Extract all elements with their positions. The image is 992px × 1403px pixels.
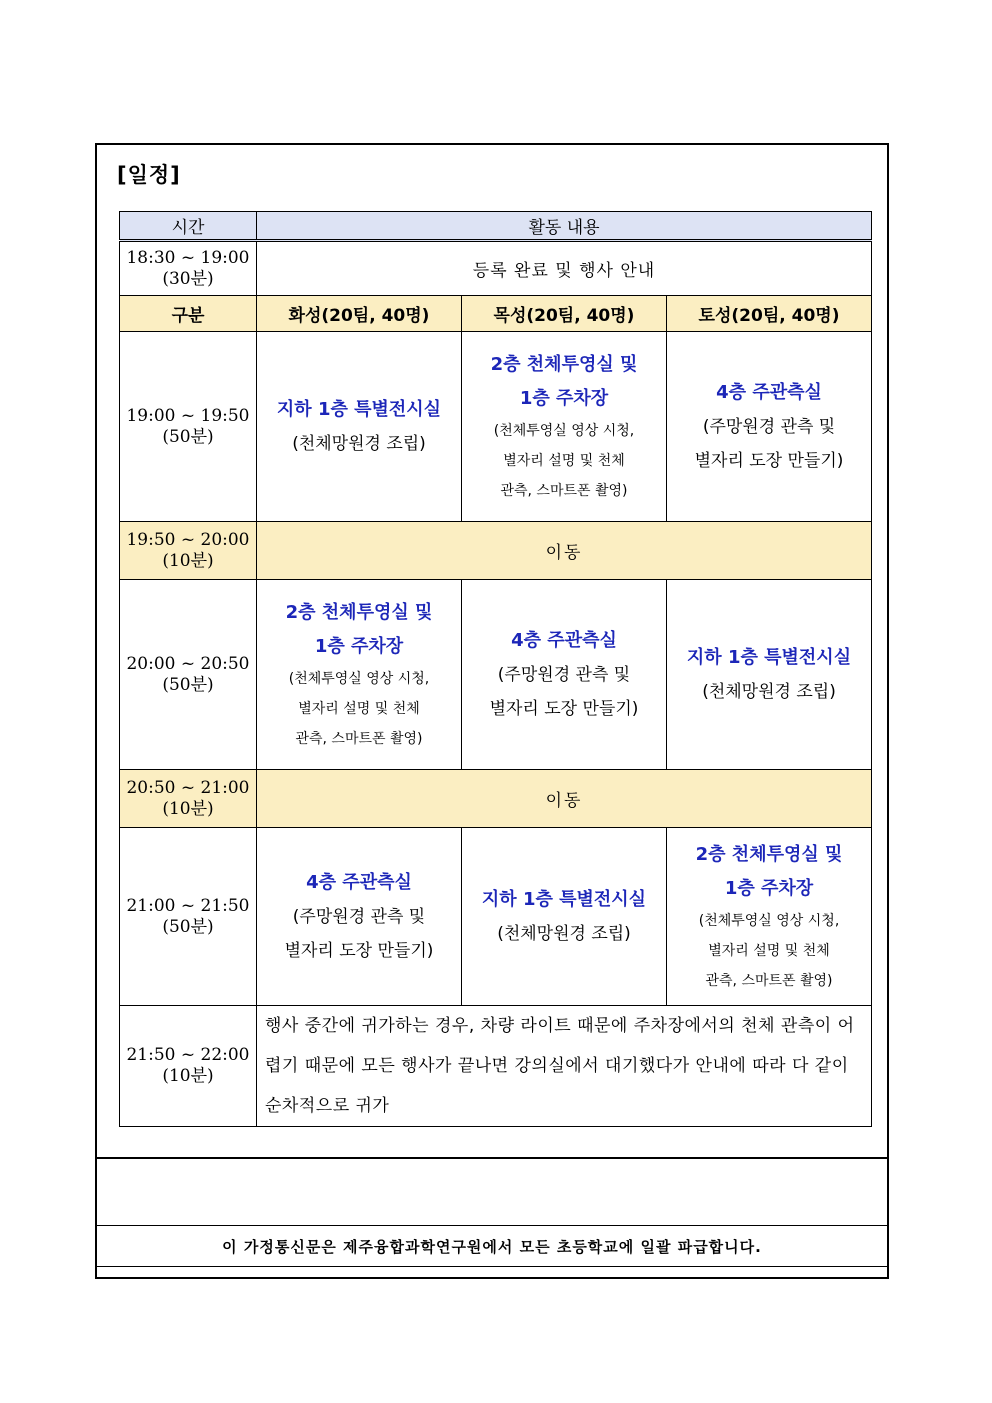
groups-header-row xyxy=(120,296,872,332)
time-duration: (10분) xyxy=(162,550,214,571)
activity-desc: (천체망원경 조립) xyxy=(292,433,426,454)
activity-cell xyxy=(257,332,462,522)
activity-cell xyxy=(667,332,872,522)
section-title: [일정] xyxy=(117,163,181,187)
move-2-row xyxy=(120,770,872,828)
activity-desc: (주망원경 관측 및 xyxy=(702,416,836,437)
time-cell xyxy=(120,770,257,828)
session-2-row xyxy=(120,580,872,770)
activity-title: 지하 1층 특별전시실 xyxy=(481,888,647,910)
session-3-row xyxy=(120,828,872,1006)
time-range: 20:00 ~ 20:50 xyxy=(126,653,250,674)
time-duration: (50분) xyxy=(162,916,214,937)
closing-row xyxy=(120,1006,872,1127)
move-text: 이동 xyxy=(257,770,872,828)
time-range: 18:30 ~ 19:00 xyxy=(126,247,250,268)
registration-row xyxy=(120,241,872,296)
activity-cell xyxy=(462,828,667,1006)
time-duration: (50분) xyxy=(162,426,214,447)
activity-title: 1층 주차장 xyxy=(314,635,404,657)
activity-title: 4층 주관측실 xyxy=(511,629,617,651)
time-cell xyxy=(120,332,257,522)
activity-desc: 별자리 설명 및 천체 xyxy=(708,942,830,959)
activity-desc: (천체망원경 조립) xyxy=(497,923,631,944)
registration-text: 등록 완료 및 행사 안내 xyxy=(257,241,872,296)
activity-desc: (천체투영실 영상 시청, xyxy=(698,912,840,929)
activity-title: 2층 천체투영실 및 xyxy=(490,353,638,375)
move-1-row xyxy=(120,522,872,580)
time-cell xyxy=(120,828,257,1006)
time-range: 21:00 ~ 21:50 xyxy=(126,895,250,916)
group-jupiter: 목성(20팀, 40명) xyxy=(462,296,667,332)
activity-cell xyxy=(462,580,667,770)
activity-title: 1층 주차장 xyxy=(724,877,814,899)
session-1-row xyxy=(120,332,872,522)
activity-desc: (주망원경 관측 및 xyxy=(292,906,426,927)
activity-cell xyxy=(462,332,667,522)
time-cell xyxy=(120,580,257,770)
activity-title: 2층 천체투영실 및 xyxy=(695,843,843,865)
time-range: 21:50 ~ 22:00 xyxy=(126,1045,250,1065)
section-divider xyxy=(97,1157,887,1159)
activity-desc: (천체투영실 영상 시청, xyxy=(493,422,635,439)
time-cell xyxy=(120,241,257,296)
group-mars: 화성(20팀, 40명) xyxy=(257,296,462,332)
activity-cell xyxy=(667,580,872,770)
time-duration: (10분) xyxy=(162,798,214,819)
activity-desc: (천체투영실 영상 시청, xyxy=(288,670,430,687)
activity-cell xyxy=(257,828,462,1006)
activity-desc: 별자리 도장 만들기) xyxy=(489,698,639,719)
header-activity: 활동 내용 xyxy=(257,212,872,241)
time-range: 20:50 ~ 21:00 xyxy=(126,777,250,798)
activity-desc: 관측, 스마트폰 촬영) xyxy=(705,972,833,989)
activity-title: 2층 천체투영실 및 xyxy=(285,601,433,623)
time-cell xyxy=(120,1006,257,1127)
time-cell xyxy=(120,522,257,580)
activity-title: 4층 주관측실 xyxy=(306,871,412,893)
activity-title: 지하 1층 특별전시실 xyxy=(276,398,442,420)
activity-title: 1층 주차장 xyxy=(519,387,609,409)
activity-desc: 별자리 설명 및 천체 xyxy=(298,700,420,717)
footer-notice: 이 가정통신문은 제주융합과학연구원에서 모든 초등학교에 일괄 파급합니다. xyxy=(97,1225,887,1267)
time-range: 19:00 ~ 19:50 xyxy=(126,405,250,426)
activity-cell xyxy=(667,828,872,1006)
document-frame xyxy=(95,143,889,1279)
table-header-row xyxy=(120,212,872,241)
schedule-table xyxy=(119,211,872,1127)
activity-cell xyxy=(257,580,462,770)
activity-title: 지하 1층 특별전시실 xyxy=(686,646,852,668)
header-time: 시간 xyxy=(120,212,257,241)
closing-note: 행사 중간에 귀가하는 경우, 차량 라이트 때문에 주차장에서의 천체 관측이 어렵기 때문에 모든 행사가 끝나면 강의실에서 대기했다가 안내에 따라 다 같이 순차적으로 귀가 xyxy=(257,1006,872,1127)
move-text: 이동 xyxy=(257,522,872,580)
time-duration: (50분) xyxy=(162,674,214,695)
activity-desc: 관측, 스마트폰 촬영) xyxy=(295,730,423,747)
activity-desc: (주망원경 관측 및 xyxy=(497,664,631,685)
activity-desc: (천체망원경 조립) xyxy=(702,681,836,702)
time-duration: (30분) xyxy=(162,268,214,289)
group-saturn: 토성(20팀, 40명) xyxy=(667,296,872,332)
time-duration: (10분) xyxy=(162,1066,214,1086)
activity-desc: 관측, 스마트폰 촬영) xyxy=(500,482,628,499)
groups-label: 구분 xyxy=(120,296,257,332)
activity-desc: 별자리 도장 만들기) xyxy=(284,940,434,961)
time-range: 19:50 ~ 20:00 xyxy=(126,529,250,550)
activity-desc: 별자리 설명 및 천체 xyxy=(503,452,625,469)
activity-title: 4층 주관측실 xyxy=(716,381,822,403)
activity-desc: 별자리 도장 만들기) xyxy=(694,450,844,471)
